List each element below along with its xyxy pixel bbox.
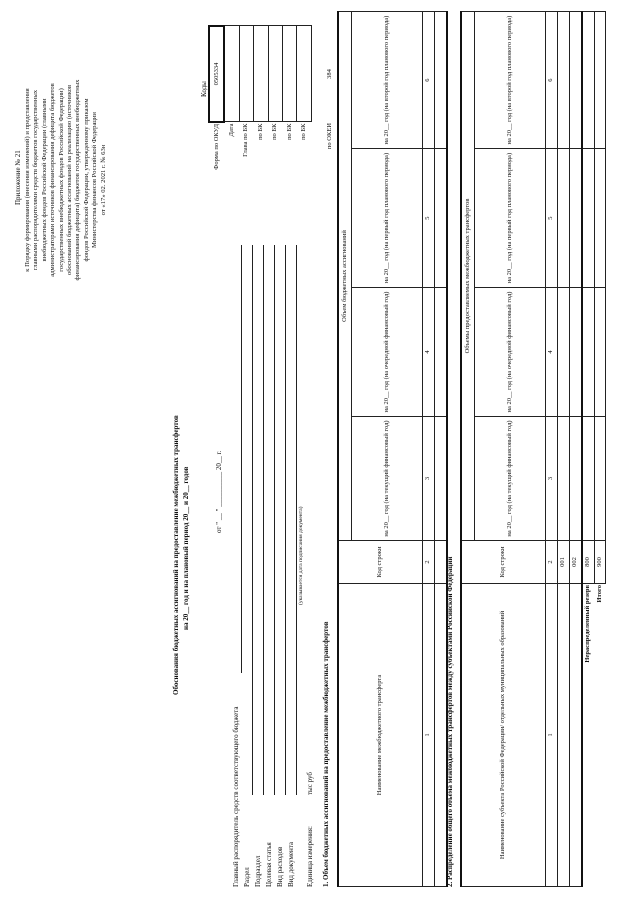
section2-data-row: [558, 12, 570, 887]
codes-value: [239, 26, 253, 122]
unit-value: тыс руб: [306, 772, 314, 795]
table-cell: [558, 149, 570, 288]
table-cell: [594, 288, 605, 417]
section1-col: на 20__ год (на второй год планового периода): [352, 12, 423, 149]
section2-data-row: [570, 12, 583, 887]
form-date: от " __ " __________ 20__ г.: [215, 450, 223, 533]
field-line: [263, 245, 264, 795]
appendix-line: фондов Российской Федерации, утвержденному приказом: [82, 98, 90, 262]
codes-row: [297, 26, 311, 225]
table-cell: [570, 417, 583, 541]
field-line: [252, 245, 253, 795]
codes-row: [209, 26, 224, 225]
field-label: Вид документа: [287, 841, 295, 887]
codes-value: [268, 26, 282, 122]
codes-value: [224, 26, 239, 122]
section1-col-code: Код строки: [338, 541, 423, 584]
appendix-number: Приложение № 21: [14, 150, 22, 205]
field-line: [241, 245, 242, 673]
codes-row: [268, 26, 282, 225]
section1-col: на 20__ год (на очередной финансовый год): [352, 288, 423, 417]
codes-label: Дата: [227, 123, 235, 137]
codes-row: [239, 26, 253, 225]
table-cell: [570, 149, 583, 288]
section2-num: 6: [546, 12, 558, 149]
section2-col: на 20__ год (на очередной финансовый год): [475, 288, 546, 417]
field-label: Целевая статья: [265, 842, 273, 887]
section2-col-name: Наименование субъекта Российской Федерации/ отдельных муниципальных образований: [461, 584, 546, 887]
table-cell: [570, 584, 583, 887]
table-cell: [582, 288, 594, 417]
field-label: Главный распорядитель средств соответствующего бюджета: [232, 706, 240, 887]
table-cell: [582, 12, 594, 149]
codes-table: [208, 25, 335, 225]
codes-value: [254, 26, 268, 122]
section2-col: на 20__ год (на текущий финансовый год): [475, 417, 546, 541]
section1-header-row: [338, 12, 352, 887]
section2-row-code: 001: [558, 541, 570, 584]
table-cell: [570, 12, 583, 149]
codes-value: 0505334: [209, 26, 224, 122]
codes-label: Форма по ОКУД: [212, 124, 220, 170]
section1-num: 3: [423, 417, 435, 541]
field-label: Вид расходов: [276, 846, 284, 887]
codes-label: по БК: [285, 123, 293, 140]
codes-row: [254, 26, 268, 225]
section1-title: 1. Объем бюджетных ассигнований на предоставление межбюджетных трансфертов: [322, 621, 330, 887]
order-date: от «17» 02. 2021 г. № 63н: [99, 144, 107, 216]
table-cell: [594, 149, 605, 288]
appendix-line: обоснований бюджетных ассигнований на реализацию (источников: [66, 84, 74, 276]
table-cell: [594, 12, 605, 149]
table-cell: [435, 12, 448, 149]
codes-row: [282, 26, 296, 225]
appendix-line: финансирования дефицита) бюджетов государственных внебюджетных: [74, 79, 82, 281]
table-cell: [594, 417, 605, 541]
section1-number-row: [423, 12, 435, 887]
document-subtitle: на 20__ год и на плановый период 20__ и 20__ годов: [182, 466, 190, 630]
codes-value: [297, 26, 311, 122]
codes-row: [311, 26, 335, 225]
section1-num: 4: [423, 288, 435, 417]
codes-label: по ОКЕИ: [326, 123, 334, 150]
codes-row: [224, 26, 239, 225]
section2-title: 2. Распределение общего объема межбюджетных трансфертов между субъектами Российской Федерации: [446, 556, 454, 887]
section1-col: на 20__ год (на текущий финансовый год): [352, 417, 423, 541]
section2-header-row: [461, 12, 475, 887]
table-cell: [582, 149, 594, 288]
section1-num: 1: [423, 584, 435, 887]
section2-num: 3: [546, 417, 558, 541]
codes-value: [282, 26, 296, 122]
field-line: [285, 245, 286, 795]
codes-label: по БК: [256, 123, 264, 140]
codes-label: по БК: [271, 123, 279, 140]
field-label: Подраздел: [254, 855, 262, 887]
table-cell: [582, 417, 594, 541]
appendix-text: [24, 10, 108, 350]
section1-num: 5: [423, 149, 435, 288]
section1-num: 6: [423, 12, 435, 149]
table-cell: [435, 149, 448, 288]
section2-group: Объемы предоставляемых межбюджетных трансфертов: [461, 12, 475, 541]
table-cell: [558, 12, 570, 149]
table-cell: [558, 584, 570, 887]
field-line: [274, 245, 275, 795]
section2-reserve-row: [582, 12, 594, 887]
appendix-line: Министерства финансов Российской Федерации: [91, 112, 99, 248]
appendix-line: администраторами источников финансирования дефицита бюджетов: [49, 83, 57, 277]
unit-label: Единица измерения:: [306, 826, 314, 887]
reserve-code: 800: [582, 541, 594, 584]
table-cell: [558, 417, 570, 541]
section2-row-code: 002: [570, 541, 583, 584]
appendix-line: внебюджетных фондов Российской Федерации (главными: [40, 98, 48, 262]
section2-col-code: Код строки: [461, 541, 546, 584]
signature-hint: (указывается дата подписания документа): [298, 506, 304, 605]
section2-col: на 20__ год (на первый год планового периода): [475, 149, 546, 288]
section2-number-row: [546, 12, 558, 887]
table-cell: [570, 288, 583, 417]
section1-col: на 20__ год (на первый год планового периода): [352, 149, 423, 288]
reserve-label: Нераспределенный резерв: [584, 585, 592, 663]
appendix-line: государственных внебюджетных фондов Российской Федерации): [57, 88, 65, 272]
field-label: Раздел: [243, 867, 251, 887]
appendix-line: к Порядку формирования (внесения изменений) и представления: [24, 88, 31, 272]
table-cell: [558, 288, 570, 417]
field-line: [296, 245, 297, 795]
section2-table: [460, 11, 606, 887]
codes-label: Глава по БК: [242, 123, 250, 157]
section2-num: 1: [546, 584, 558, 887]
codes-label: по БК: [299, 123, 307, 140]
total-code: 900: [594, 541, 605, 584]
section1-table: [337, 11, 448, 887]
table-cell: [435, 417, 448, 541]
section2-num: 2: [546, 541, 558, 584]
table-cell: [435, 288, 448, 417]
section2-num: 5: [546, 149, 558, 288]
codes-value: 384: [326, 69, 334, 79]
section2-total-row: [594, 12, 605, 887]
section1-col-name: Наименование межбюджетного трансферта: [338, 584, 423, 887]
total-label: Итого: [595, 585, 603, 603]
appendix-line: главными распорядителями средств бюджетов государственных: [32, 89, 40, 271]
section2-col: на 20__ год (на второй год планового периода): [475, 12, 546, 149]
codes-header: Коды: [200, 81, 208, 97]
section1-group: Объем бюджетных ассигнований: [338, 12, 352, 541]
document-title: Обоснования бюджетных ассигнований на предоставление межбюджетных трансфертов: [172, 415, 180, 695]
section2-num: 4: [546, 288, 558, 417]
section1-num: 2: [423, 541, 435, 584]
